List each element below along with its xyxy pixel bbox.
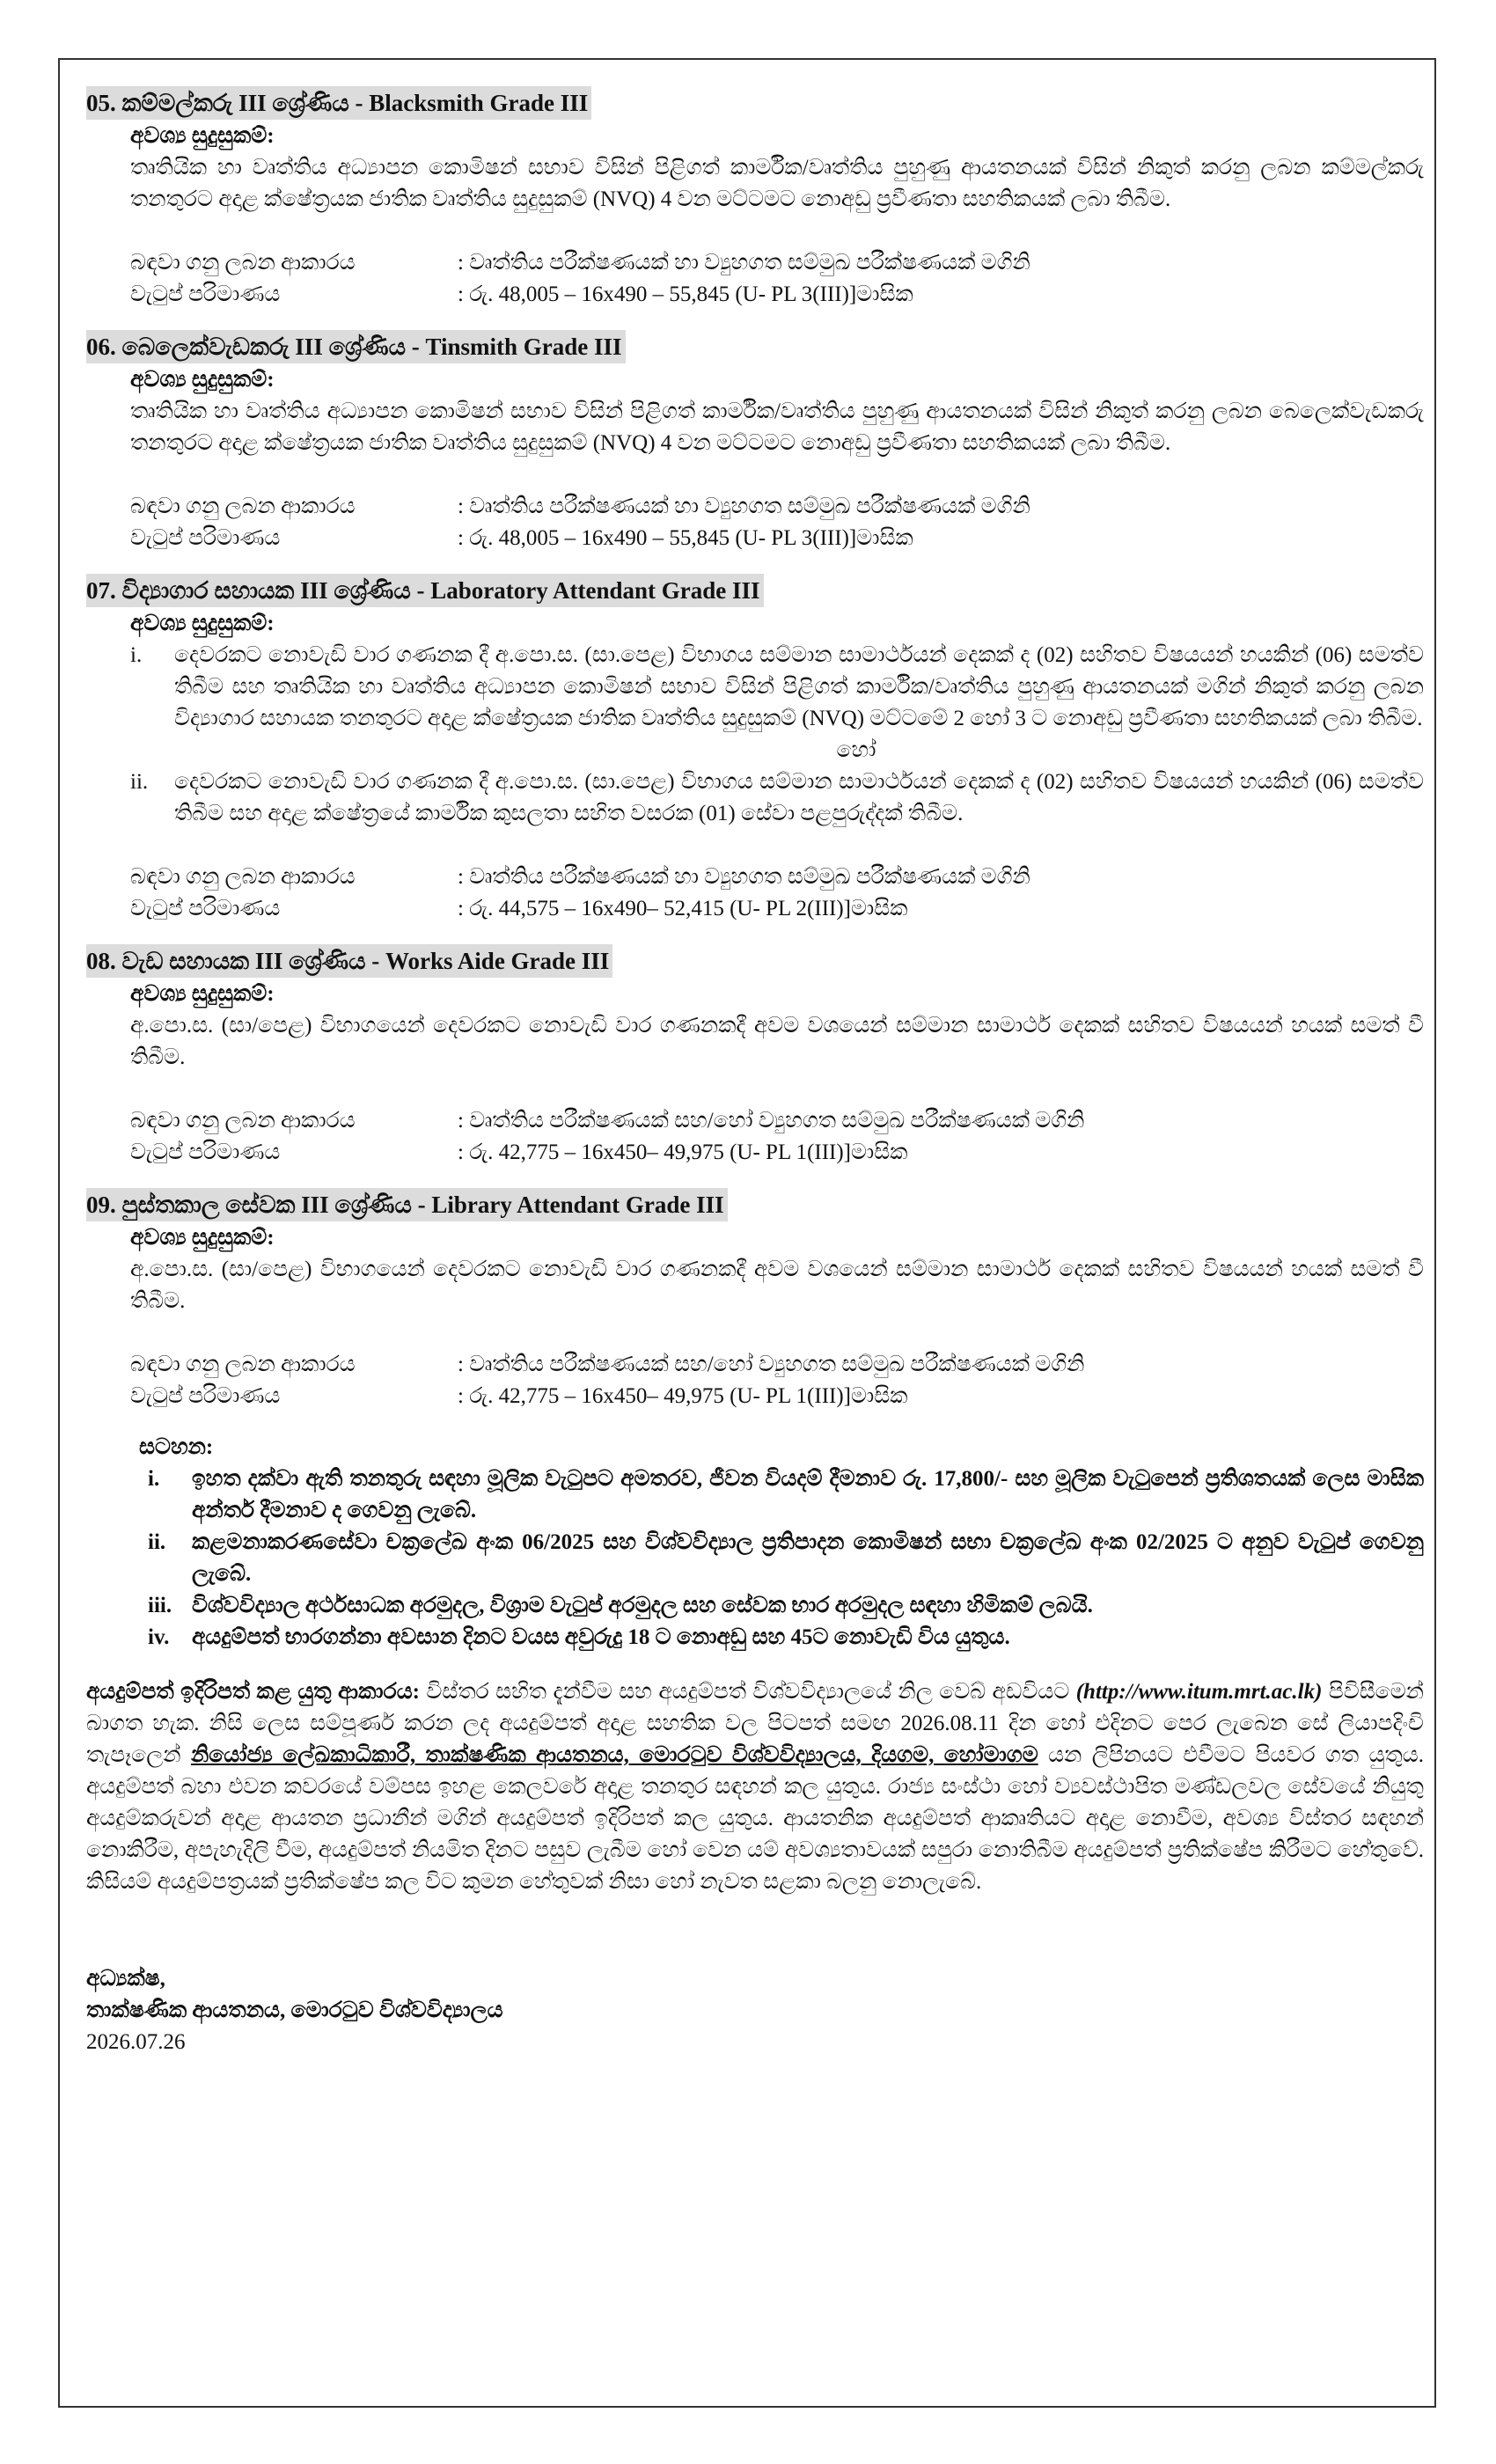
section-tinsmith [86,330,1424,554]
section-title: 05. කම්මල්කරු III ශ්‍රේණිය - Blacksmith Grade III [86,86,591,120]
requirements-heading: අවශ්‍ය සුදුසුකම්: [130,368,275,392]
note-item [139,1527,1424,1590]
section-blacksmith [86,86,1424,311]
method-label: බඳවා ගනු ලබන ආකාරය [130,251,356,275]
recruitment-method [130,491,1424,523]
salary-label: වැටුප් පරිමාණය [130,526,281,550]
requirements-text: තෘතියික හා වෘත්තිය අධ්‍යාපන කොමිෂන් සභාව විසින් පිළිගත් කාර්මික/වෘත්තිය පුහුණු ආයතනයක් විසින් නිකුත් කරනු ලබන කම්මල්කරු තනතුරට අදාළ ක්ෂේත්‍රයක ජාතික වෘත්තිය සුදුසුකම් (NVQ) 4 වන මට්ටමට නොඅඩු ප්‍රවීණතා සහතිකයක් ලබා තිබීම. [130,156,1424,211]
list-number: i. [130,643,143,667]
method-label: බඳවා ගනු ලබන ආකාරය [130,1109,356,1133]
salary-value: : රු. 48,005 – 16x490 – 55,845 (U- PL 3(III)]මාසික [458,282,913,306]
list-text: දෙවරකට නොවැඩි වාර ගණනක දී අ.පො.ස. (සා.පෙළ) විභාගය සම්මාන සාමාර්ථයන් දෙකක් ද (02) සහිතව විෂයයන් හයකින් (06) සමත්ව තිබීම සහ අදාළ ක්ෂේත්‍රයේ කාර්මික කුසලතා සහිත වසරක (01) සේවා පළපුරුද්දක් තිබීම. [174,770,1424,825]
note-item [139,1463,1424,1527]
salary-scale [130,1381,1424,1412]
or-separator: හෝ [836,738,876,762]
requirements-text: තෘතියික හා වෘත්තිය අධ්‍යාපන කොමිෂන් සභාව විසින් පිළිගත් කාර්මික/වෘත්තිය පුහුණු ආයතනයක් විසින් නිකුත් කරනු ලබන බෙලෙක්වැඩකරු තනතුරට අදාළ ක්ෂේත්‍රයක ජාතික වෘත්තිය සුදුසුකම් (NVQ) 4 වන මට්ටමට නොඅඩු ප්‍රවීණතා සහතිකයක් ලබා තිබීම. [130,400,1424,455]
salary-scale [130,279,1424,311]
salary-scale [130,893,1424,925]
method-label: බඳවා ගනු ලබන ආකාරය [130,495,356,518]
note-text: අයදුම්පත් භාරගන්නා අවසාන දිනට වයස අවුරුදු 18 ට නොඅඩු සහ 45ට නොවැඩි විය යුතුය. [192,1625,1010,1649]
website-link[interactable]: (http://www.itum.mrt.ac.lk) [1075,1680,1323,1704]
application-text: විස්තර සහිත දැන්වීම සහ අයදුම්පත් විශ්වවිද්‍යාලයේ නිල වෙබ් අඩවියට [420,1680,1076,1704]
method-value: : වෘත්තිය පරීක්ෂණයක් හා ව්‍යුහගත සම්මුඛ පරීක්ෂණයක් මගිනි [458,495,1030,518]
salary-value: : රු. 42,775 – 16x450– 49,975 (U- PL 1(III)]මාසික [458,1384,908,1408]
list-item [130,766,1424,830]
requirements-heading: අවශ්‍ය සුදුසුකම්: [130,1226,275,1250]
method-value: : වෘත්තිය පරීක්ෂණයක් හා ව්‍යුහගත සම්මුඛ පරීක්ෂණයක් මගිනි [458,865,1030,889]
application-text: යන ලිපිනයට එවීමට පියවර ගත යුතුය. අයදුම්පත් බහා එවන කවරයේ වම්පස ඉහළ කෙලවරේ අදාළ තනතුර සඳහන් කල යුතුය. රාජ්‍ය සංස්ථා හෝ ව්‍යවස්ථාපිත මණ්ඩලවල සේවයේ නියුතු අයදුම්කරුවන් අදාළ ආයතන ප්‍රධානීන් මගින් අයදුම්පත් ඉදිරිපත් කල යුතුය. ආයතනික අයදුම්පත් ආකෘතියට අදාළ නොවීම, අවශ්‍ය විස්තර සඳහන් නොකිරීම, අපැහැදිලි වීම, අයදුම්පත් නියමිත දිනට පසුව ලැබීම හෝ වෙන යම් අවශ්‍යතාවයක් සපුරා නොතිබීම අයදුම්පත් ප්‍රතික්ෂේප කිරීමට හේතුවේ. කිසියම් අයදුම්පත්‍රයක් ප්‍රතික්ෂේප කල විට කුමන හේතුවක් නිසා හෝ නැවත සළකා බලනු නොලැබේ. [86,1743,1425,1894]
notice-content [86,86,1424,2058]
salary-value: : රු. 44,575 – 16x490– 52,415 (U- PL 2(III)]මාසික [458,897,908,920]
note-number: iii. [148,1594,172,1617]
method-value: : වෘත්තිය පරීක්ෂණයක් හා ව්‍යුහගත සම්මුඛ පරීක්ෂණයක් මගිනි [458,251,1030,275]
list-item [130,640,1424,735]
list-text: දෙවරකට නොවැඩි වාර ගණනක දී අ.පො.ස. (සා.පෙළ) විභාගය සම්මාන සාමාර්ථයන් දෙකක් ද (02) සහිතව විෂයයන් හයකින් (06) සමත්ව තිබීම සහ තෘතියික හා වෘත්තිය අධ්‍යාපන කොමිෂන් සභාව විසින් පිළිගත් කාර්මික/වෘත්තිය පුහුණු ආයතනයක් මගින් නිකුත් කරනු ලබන විද්‍යාගාර සහායක තනතුරට අදාළ ක්ෂේත්‍රයක ජාතික වෘත්තිය සුදුසුකම් (NVQ) මට්ටමේ 2 හෝ 3 ට නොඅඩු ප්‍රවීණතා සහතිකයක් ලබා තිබීම. [174,643,1424,730]
requirements-heading: අවශ්‍ය සුදුසුකම්: [130,124,275,148]
salary-value: : රු. 48,005 – 16x490 – 55,845 (U- PL 3(III)]මාසික [458,526,913,550]
list-number: ii. [130,770,149,794]
note-text: විශ්වවිද්‍යාල අර්ථසාධක අරමුදල, විශ්‍රාම වැටුප් අරමුදල සහ සේවක භාර අරමුදල සඳහා හිමිකම් ලබයි. [192,1594,1093,1617]
notes-section [86,1432,1424,1654]
section-title: 09. පුස්තකාල සේවක III ශ්‍රේණිය - Library Attendant Grade III [86,1188,728,1221]
method-label: බඳවා ගනු ලබන ආකාරය [130,1353,356,1376]
note-text: කළමනාකරණසේවා චක්‍රලේඛ අංක 06/2025 සහ විශ්වවිද්‍යාල ප්‍රතිපාදන කොමිෂන් සභා චක්‍රලේඛ අංක 02/2025 ට අනුව වැටුප් ගෙවනු ලැබේ. [192,1530,1424,1586]
application-heading: අයදුම්පත් ඉදිරිපත් කළ යුතු ආකාරය: [86,1680,420,1704]
section-title: 07. විද්‍යාගාර සහායක III ශ්‍රේණිය - Laboratory Attendant Grade III [86,574,764,607]
section-works-aide [86,944,1424,1169]
recruitment-method [130,1105,1424,1137]
signatory-title: අධ්‍යක්ෂ, [86,1967,165,1991]
salary-label: වැටුප් පරිමාණය [130,282,281,306]
note-text: ඉහත දක්වා ඇති තනතුරු සඳහා මූලික වැටුපට අමතරව, ජීවන වියදම් දීමනාව රු. 17,800/- සහ මූලික වැටුපෙන් ප්‍රතිශතයක් ලෙස මාසික අන්තර් දීමනාව ද ගෙවනු ලැබේ. [192,1467,1424,1522]
section-title: 06. බෙලෙක්වැඩකරු III ශ්‍රේණිය - Tinsmith Grade III [86,330,626,363]
note-item [139,1622,1424,1654]
method-value: : වෘත්තිය පරීක්ෂණයක් සහ/හෝ ව්‍යුහගත සම්මුඛ පරීක්ෂණයක් මගිනි [458,1353,1085,1376]
salary-scale [130,523,1424,554]
salary-label: වැටුප් පරිමාණය [130,1384,281,1408]
requirements-text: අ.පො.ස. (සා/පෙළ) විභාගයෙන් දෙවරකට නොවැඩි වාර ගණනකදී අවම වශයෙන් සම්මාන සාමාර්ථ දෙකක් සහිතව විෂයයන් හයක් සමත් වී තිබීම. [130,1258,1424,1313]
section-library-attendant [86,1188,1424,1412]
section-title: 08. වැඩ සහායක III ශ්‍රේණිය - Works Aide Grade III [86,944,612,978]
note-item [139,1590,1424,1622]
note-number: i. [148,1467,160,1491]
method-label: බඳවා ගනු ලබන ආකාරය [130,865,356,889]
recruitment-method [130,1349,1424,1381]
section-laboratory-attendant [86,574,1424,925]
salary-label: වැටුප් පරිමාණය [130,897,281,920]
note-number: ii. [148,1530,166,1554]
salary-label: වැටුප් පරිමාණය [130,1140,281,1164]
signature-block [86,1963,1424,2058]
recruitment-method [130,862,1424,893]
requirements-text: අ.පො.ස. (සා/පෙළ) විභාගයෙන් දෙවරකට නොවැඩි වාර ගණනකදී අවම වශයෙන් සම්මාන සාමාර්ථ දෙකක් සහිතව විෂයයන් හයක් සමත් වී තිබීම. [130,1014,1424,1069]
requirements-heading: අවශ්‍ය සුදුසුකම්: [130,612,275,635]
postal-address: නියෝජ්‍ය ලේඛකාධිකාරී, තාක්ෂණික ආයතනය, මොරටුව විශ්වවිද්‍යාලය, දියගම, හෝමාගම [190,1743,1038,1767]
signatory-institution: තාක්ෂණික ආයතනය, මොරටුව විශ්වවිද්‍යාලය [86,1998,503,2022]
application-instructions [86,1676,1424,1898]
note-number: iv. [148,1625,170,1649]
application-text: පිවිසීමෙන් බාගත හැක. නිසි ලෙස සම්පූර්ණ කරන ලද අයදුම්පත් අදාළ සහතික වල පිටපත් සමඟ 2026.08.11 දින හෝ එදිනට පෙර ලැබෙන සේ ලියාපදිංචි තැපෑලෙන් [86,1680,1424,1767]
salary-scale [130,1137,1424,1169]
salary-value: : රු. 42,775 – 16x450– 49,975 (U- PL 1(III)]මාසික [458,1140,908,1164]
method-value: : වෘත්තිය පරීක්ෂණයක් සහ/හෝ ව්‍යුහගත සම්මුඛ පරීක්ෂණයක් මගිනි [458,1109,1085,1133]
notes-heading: සටහන: [139,1435,214,1459]
recruitment-method [130,247,1424,279]
requirements-heading: අවශ්‍ය සුදුසුකම්: [130,982,275,1006]
notice-date: 2026.07.26 [86,2030,186,2054]
